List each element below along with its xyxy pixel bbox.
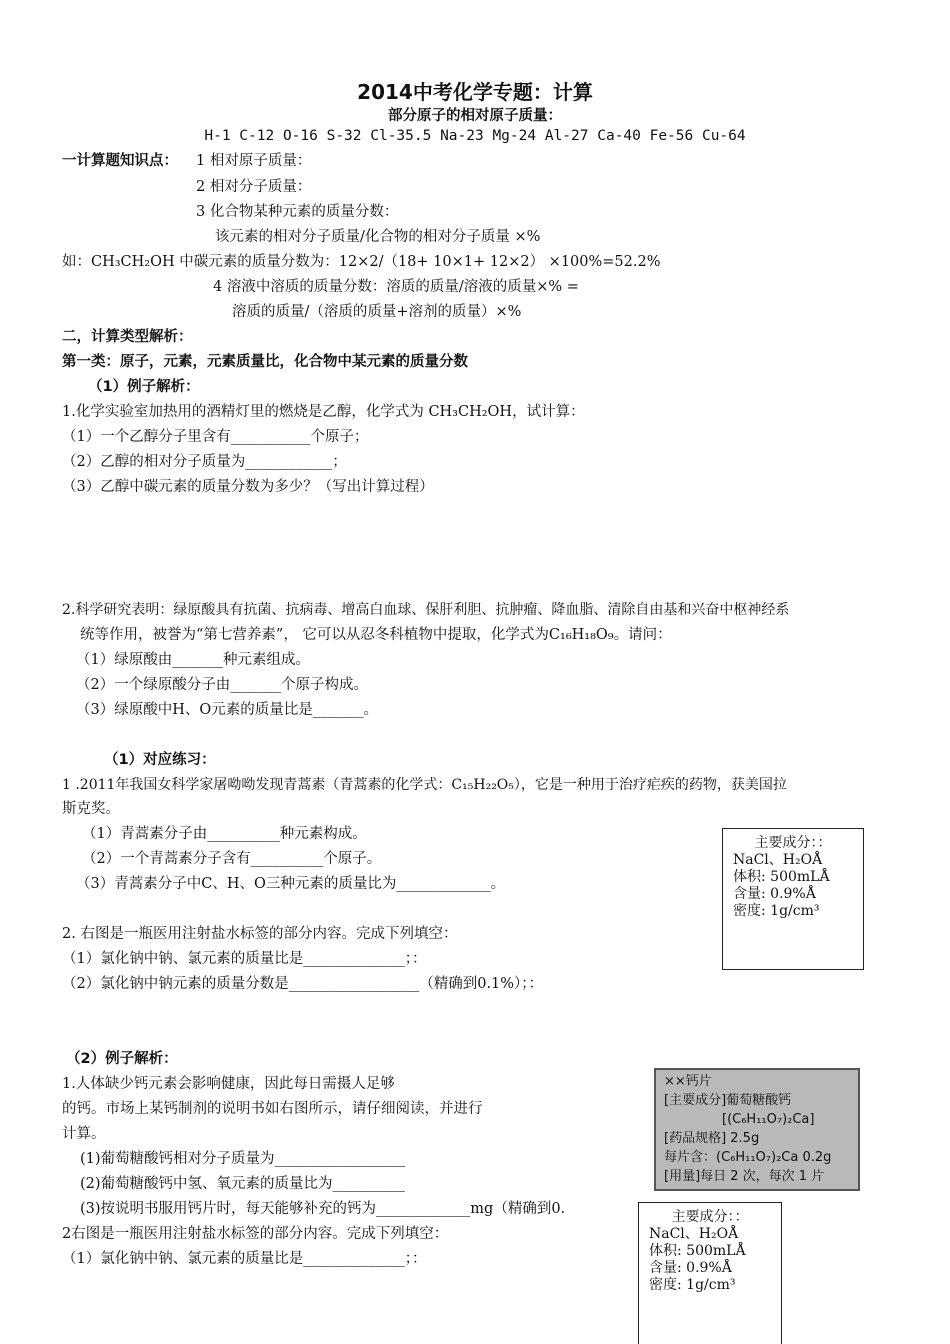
calcium-tablet-label: [654, 1068, 860, 1191]
example2-q1-part-1: (1)葡萄糖酸钙相对分子质量为__________________: [80, 1151, 406, 1167]
calcium-label-line-4: [药品规格] 2.5g: [664, 1131, 760, 1146]
saline-label-1-line-4: 密度: 1g/cm³: [733, 903, 820, 919]
saline-label-1-line-3: 含量: 0.9%Å: [733, 886, 816, 902]
knowledge-item-3: 3 化合物某种元素的质量分数：: [196, 204, 399, 220]
example2-q1-line-c: 计算。: [62, 1126, 106, 1142]
practice-1-part-3: （3）青蒿素分子中C、H、O三种元素的质量比为_____________。: [76, 876, 506, 892]
example2-q1-line-a: 1.人体缺少钙元素会影响健康，因此每日需摄人足够: [62, 1076, 395, 1092]
example2-heading: （2）例子解析：: [66, 1051, 178, 1067]
example2-q1-part-2: (2)葡萄糖酸钙中氢、氧元素的质量比为__________: [80, 1176, 406, 1192]
question-2-line-a: 2.科学研究表明：绿原酸具有抗菌、抗病毒、增高白血球、保肝利胆、抗肿瘤、降血脂、清除自由基和兴奋中枢神经系: [62, 602, 790, 618]
saline-label-2-line-1: NaCl、H₂OÅ: [649, 1226, 739, 1242]
type1-heading: 第一类：原子，元素，元素质量比，化合物中某元素的质量分数: [62, 354, 468, 370]
saline-label-1-line-2: 体积: 500mLÅ: [733, 869, 830, 885]
practice-2-part-1: （1）氯化钠中钠、氯元素的质量比是______________；：: [62, 951, 427, 967]
saline-label-2-title: 主要成分：：: [671, 1209, 749, 1225]
saline-label-2: [638, 1202, 782, 1344]
question-2-part-3: （3）绿原酸中H、O元素的质量比是_______。: [76, 702, 379, 718]
practice-1-part-2: （2）一个青蒿素分子含有__________个原子。: [82, 851, 382, 867]
page-title: 2014中考化学专题：计算: [357, 80, 593, 104]
calcium-label-line-2: [主要成分]葡萄糖酸钙: [664, 1093, 792, 1108]
practice-heading: （1）对应练习：: [104, 752, 216, 768]
question-1: 1.化学实验室加热用的酒精灯里的燃烧是乙醇，化学式为 CH₃CH₂OH，试计算：: [62, 404, 585, 420]
question-2-part-1: （1）绿原酸由_______种元素组成。: [76, 652, 310, 668]
practice-1-part-1: （1）青蒿素分子由__________种元素构成。: [82, 826, 367, 842]
knowledge-item-4: 4 溶液中溶质的质量分数：溶质的质量/溶液的质量×% =: [213, 279, 579, 295]
knowledge-heading: 一计算题知识点：: [62, 153, 178, 169]
knowledge-item-1: 1 相对原子质量：: [196, 153, 312, 169]
example-heading: （1）例子解析：: [88, 379, 200, 395]
question-1-part-1: （1）一个乙醇分子里含有___________个原子；: [62, 429, 369, 445]
calcium-label-line-6: [用量]每日 2 次，每次 1 片: [664, 1169, 825, 1184]
example2-q1-line-b: 的钙。市场上某钙制剂的说明书如右图所示，请仔细阅读，并进行: [62, 1101, 483, 1117]
knowledge-item-4-cont: 溶质的质量/（溶质的质量+溶剂的质量）×%: [232, 304, 522, 320]
example2-q1-part-3: (3)按说明书服用钙片时，每天能够补充的钙为_____________mg（精确到0.: [80, 1201, 566, 1217]
knowledge-item-3-formula: 该元素的相对分子质量/化合物的相对分子质量 ×%: [215, 229, 541, 245]
question-1-part-2: （2）乙醇的相对分子质量为____________；: [62, 454, 347, 470]
question-1-part-3: （3）乙醇中碳元素的质量分数为多少？（写出计算过程）: [62, 479, 434, 495]
knowledge-example: 如：CH₃CH₂OH 中碳元素的质量分数为：12×2/（18+ 10×1+ 12×2） ×100%=52.2%: [62, 254, 661, 270]
practice-1-line-a: 1 .2011年我国女科学家屠呦呦发现青蒿素（青蒿素的化学式：C₁₅H₂₂O₅），它是一种用于治疗疟疾的药物，获美国拉: [62, 777, 787, 793]
example2-q2: 2右图是一瓶医用注射盐水标签的部分内容。完成下列填空：: [62, 1226, 449, 1242]
saline-label-1-line-1: NaCl、H₂OÅ: [733, 852, 823, 868]
practice-1-line-b: 斯克奖。: [62, 801, 120, 817]
question-2-line-b: 统等作用，被誉为“第七营养素”， 它可以从忍冬科植物中提取，化学式为C₁₆H₁₈O₉。请问：: [80, 627, 672, 643]
calcium-label-line-1: ××钙片: [664, 1074, 712, 1089]
practice-2: 2. 右图是一瓶医用注射盐水标签的部分内容。完成下列填空：: [62, 926, 458, 942]
practice-2-part-2: （2）氯化钠中钠元素的质量分数是__________________（精确到0.1%）；：: [62, 976, 544, 992]
saline-label-2-line-2: 体积: 500mLÅ: [649, 1243, 746, 1259]
saline-label-1-title: 主要成分：：: [754, 835, 832, 851]
knowledge-item-2: 2 相对分子质量：: [196, 179, 312, 195]
saline-label-1: [722, 828, 864, 970]
saline-label-2-line-3: 含量: 0.9%Å: [649, 1260, 732, 1276]
atomic-masses: H-1 C-12 O-16 S-32 Cl-35.5 Na-23 Mg-24 Al-27 Ca-40 Fe-56 Cu-64: [204, 128, 746, 144]
calcium-label-line-5: 每片含：(C₆H₁₁O₇)₂Ca 0.2g: [664, 1150, 832, 1165]
section2-heading: 二，计算类型解析：: [62, 329, 193, 345]
saline-label-2-line-4: 密度: 1g/cm³: [649, 1277, 736, 1293]
question-2-part-2: （2）一个绿原酸分子由_______个原子构成。: [76, 677, 368, 693]
calcium-label-line-3: [(C₆H₁₁O₇)₂Ca]: [722, 1112, 815, 1127]
page-subtitle: 部分原子的相对原子质量：: [388, 108, 562, 124]
example2-q2-part-1: （1）氯化钠中钠、氯元素的质量比是______________；：: [62, 1251, 427, 1267]
